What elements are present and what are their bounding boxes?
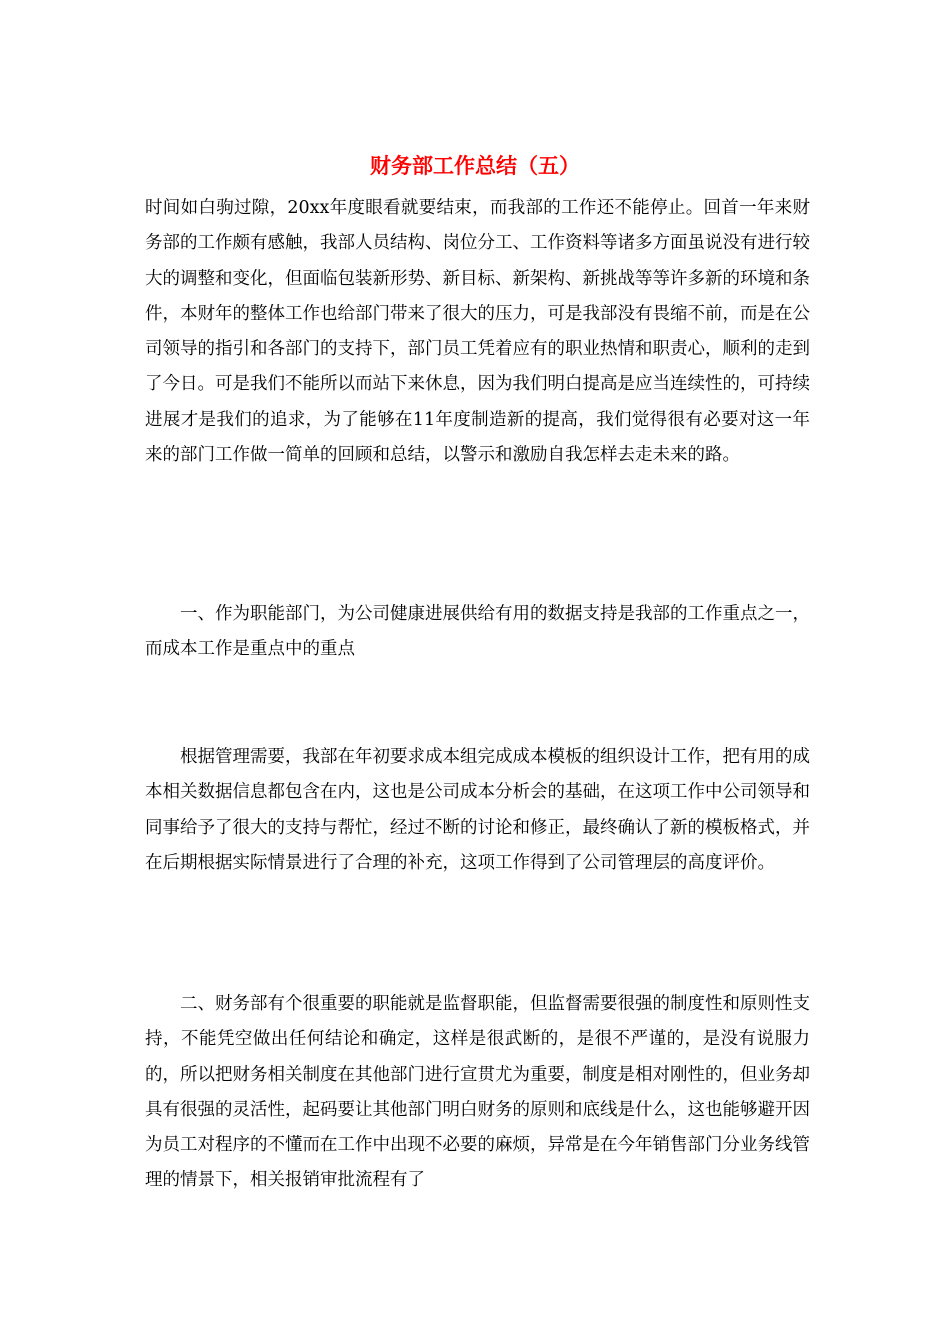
paragraph-section-one-heading: 一、作为职能部门，为公司健康进展供给有用的数据支持是我部的工作重点之一，而成本工作是重点中的重点 <box>145 604 810 660</box>
paragraph-intro: 时间如白驹过隙，20xx年度眼看就要结束，而我部的工作还不能停止。回首一年来财务部的工作颇有感触，我部人员结构、岗位分工、工作资料等诸多方面虽说没有进行较大的调整和变化，但面临包装新形势、新目标、新架构、新挑战等等许多新的环境和条件，本财年的整体工作也给部门带来了很大的压力，可是我部没有畏缩不前，而是在公司领导的指引和各部门的支持下，部门员工凭着应有的职业热情和职责心，顺利的走到了今日。可是我们不能所以而站下来休息，因为我们明白提高是应当连续性的，可持续进展才是我们的追求，为了能够在11年度制造新的提高，我们觉得很有必要对这一年来的部门工作做一简单的回顾和总结，以警示和激励自我怎样去走未来的路。 <box>145 198 810 466</box>
paragraph-section-two: 二、财务部有个很重要的职能就是监督职能，但监督需要很强的制度性和原则性支持，不能凭空做出任何结论和确定，这样是很武断的，是很不严谨的，是没有说服力的，所以把财务相关制度在其他部门进行宣贯尤为重要，制度是相对刚性的，但业务却具有很强的灵活性，起码要让其他部门明白财务的原则和底线是什么，这也能够避开因为员工对程序的不懂而在工作中出现不必要的麻烦，异常是在今年销售部门分业务线管理的情景下，相关报销审批流程有了 <box>145 994 810 1191</box>
document-title: 财务部工作总结（五） <box>370 153 580 178</box>
paragraph-cost-template: 根据管理需要，我部在年初要求成本组完成成本模板的组织设计工作，把有用的成本相关数据信息都包含在内，这也是公司成本分析会的基础，在这项工作中公司领导和同事给予了很大的支持与帮忙，经过不断的讨论和修正，最终确认了新的模板格式，并在后期根据实际情景进行了合理的补充，这项工作得到了公司管理层的高度评价。 <box>145 747 810 873</box>
